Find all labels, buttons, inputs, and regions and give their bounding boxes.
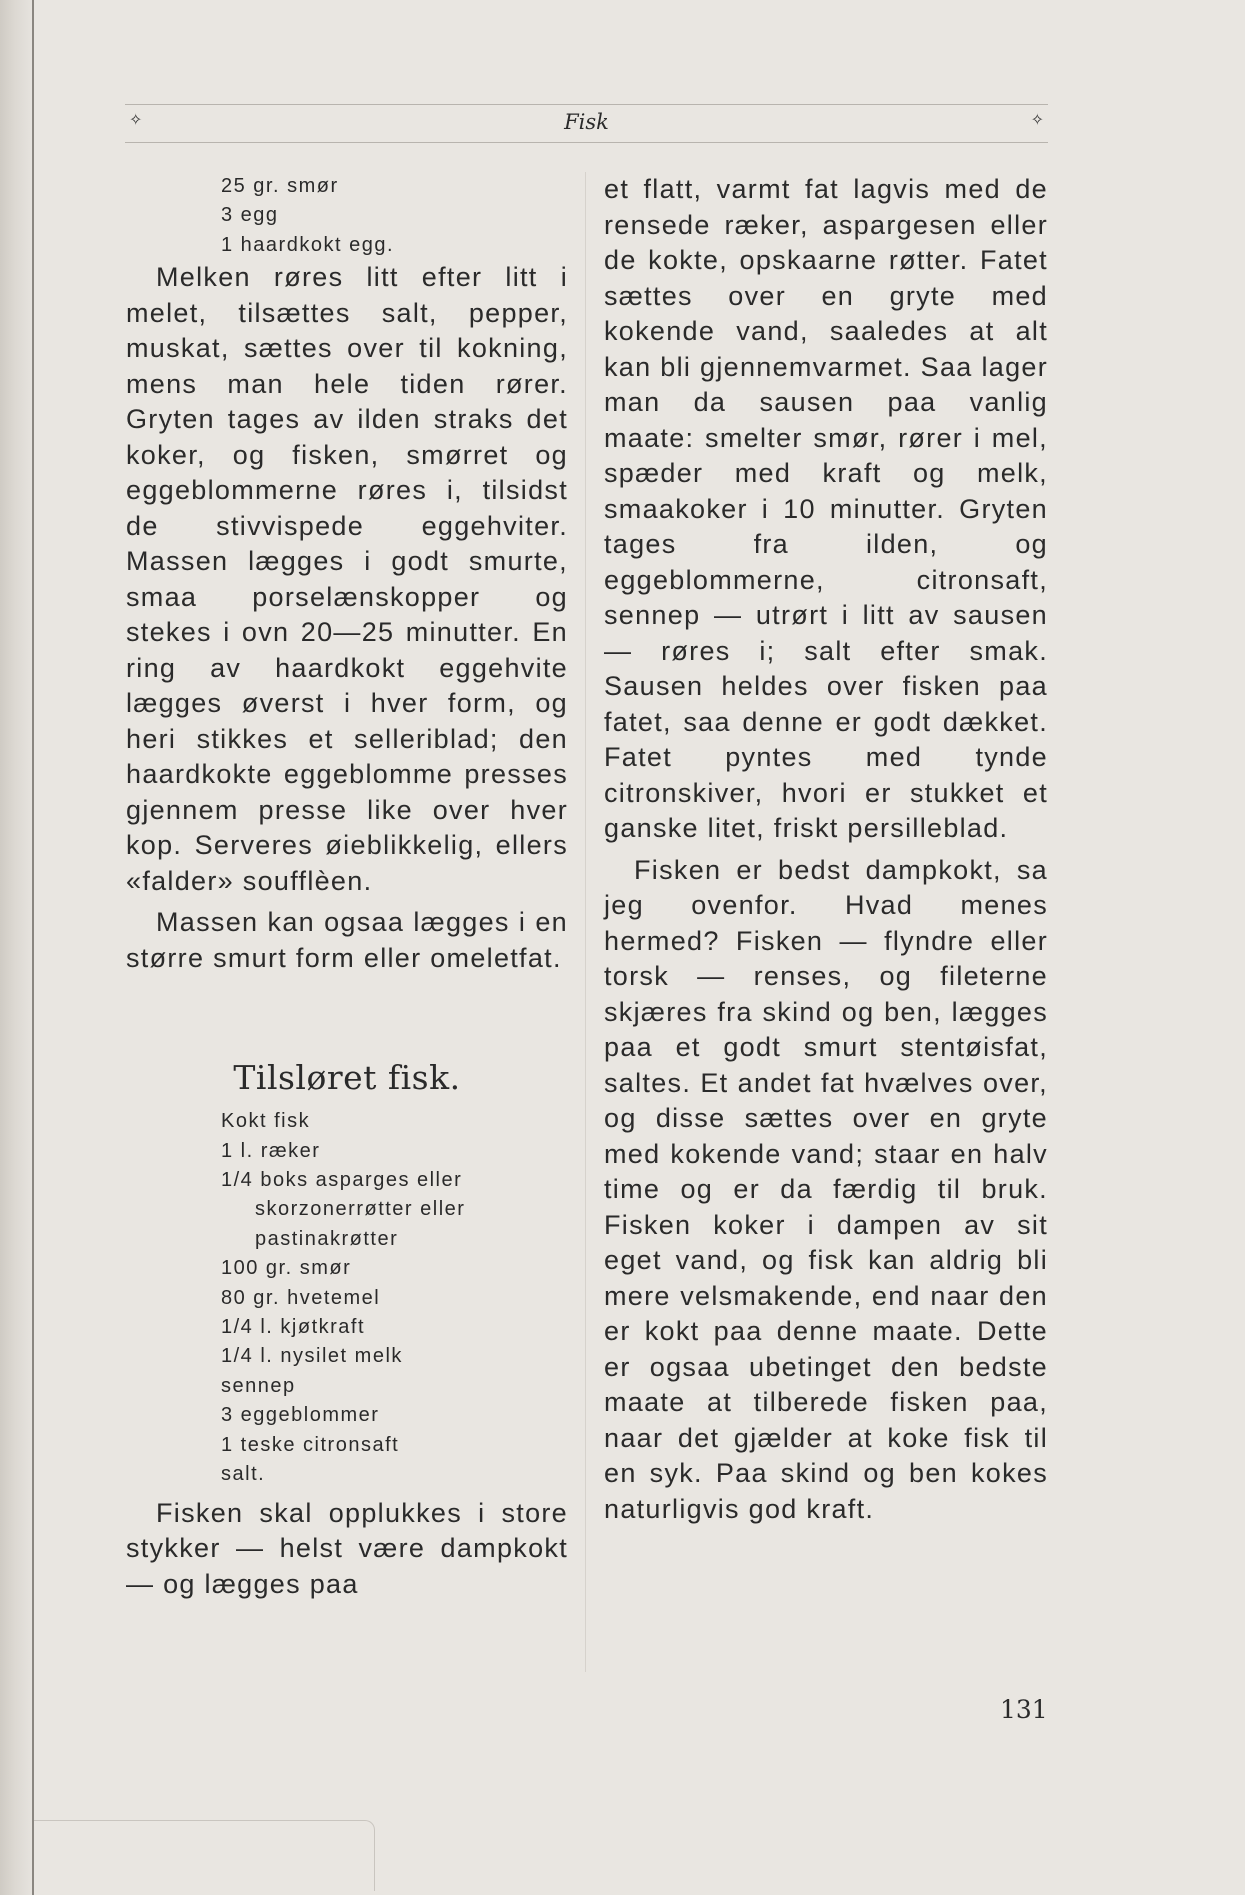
ingredient-list-top [126,172,568,260]
ingredient-line: sennep [221,1374,296,1397]
body-paragraph: Massen kan ogsaa lægges i en større smurt form eller omeletfat. [126,907,568,973]
left-column [126,172,568,1602]
body-paragraph: Melken røres litt efter litt i melet, tilsættes salt, pepper, muskat, sættes over til kokning, mens man hele tiden rører. Gryten tages av ilden straks det koker, og fisken, smørret og eggeblommerne røres i, tilsidst de stivvispede eggehviter. Massen lægges i godt smurte, smaa porselænskopper og stekes i ovn 20—25 minutter. En ring av haardkokt eggehvite lægges øverst i hver form, og heri stikkes et selleriblad; den haardkokte eggeblomme presses gjennem presse like over hver kop. Serveres øieblikkelig, ellers «falder» soufflèen. [126,262,568,896]
ingredient-line: 3 egg [221,204,279,227]
header-top-rule [125,104,1048,105]
ingredient-line: 25 gr. smør [221,175,339,197]
book-binding-edge [0,0,34,1895]
ingredient-line: skorzonerrøtter eller [255,1198,466,1221]
ingredient-line: 100 gr. smør [221,1257,352,1280]
column-divider [585,172,586,1672]
ingredient-line: pastinakrøtter [255,1227,399,1250]
ingredient-list [126,1107,568,1489]
recipe-title: Tilsløret fisk. [233,1058,461,1098]
ingredient-line: 1/4 l. kjøtkraft [221,1316,366,1339]
ingredient-line: 1 haardkokt egg. [221,233,394,256]
ingredient-line: 1/4 l. nysilet melk [221,1345,403,1368]
body-paragraph: et flatt, varmt fat lagvis med de rensede ræker, aspargesen eller de kokte, opskaarne røtter. Fatet sættes over en gryte med kokende vand, saaledes at alt kan bli gjennemvarmet. Saa lager man da sausen paa vanlig maate: smelter smør, rører i mel, spæder med kraft og melk, smaakoker i 10 minutter. Gryten tages fra ilden, og eggeblommerne, citronsaft, sennep — utrørt i litt av sausen — røres i; salt efter smak. Sausen heldes over fisken paa fatet, saa denne er godt dækket. Fatet pyntes med tynde citronskiver, hvori er stukket et ganske litet, friskt persilleblad. [604,174,1048,843]
ingredient-line: 1/4 boks asparges eller [221,1169,463,1192]
ornament-left-icon: ✧ [129,110,143,129]
scan-corner-mark [34,1820,375,1891]
page-number: 131 [1000,1695,1048,1724]
header-bottom-rule [125,142,1048,143]
ingredient-line: 1 l. ræker [221,1139,321,1162]
body-paragraph: Fisken er bedst dampkokt, sa jeg ovenfor. Hvad menes hermed? Fisken — flyndre eller torsk — renses, og fileterne skjæres fra skind og ben, lægges paa et godt smurt stentøisfat, saltes. Et andet fat hvælves over, og disse sættes over en gryte med kokende vand; staar en halv time og er da færdig til bruk. Fisken koker i dampen av sit eget vand, og fisk kan aldrig bli mere velsmakende, end naar den er kokt paa denne maate. Dette er ogsaa ubetinget den bedste maate at tilberede fisken paa, naar det gjælder at koke fisk til en syk. Paa skind og ben kokes naturligvis god kraft. [604,854,1048,1524]
ingredient-line: 3 eggeblommer [221,1404,380,1427]
ingredient-line: 1 teske citronsaft [221,1433,400,1456]
ingredient-line: 80 gr. hvetemel [221,1286,381,1309]
right-column [604,172,1048,1527]
running-header-title: Fisk [564,110,609,134]
ornament-right-icon: ✧ [1030,110,1044,129]
ingredient-line: Kokt fisk [221,1110,311,1133]
body-paragraph: Fisken skal opplukkes i store stykker — helst være dampkokt — og lægges paa [126,1497,568,1599]
running-header [125,108,1048,138]
ingredient-line: salt. [221,1463,266,1486]
